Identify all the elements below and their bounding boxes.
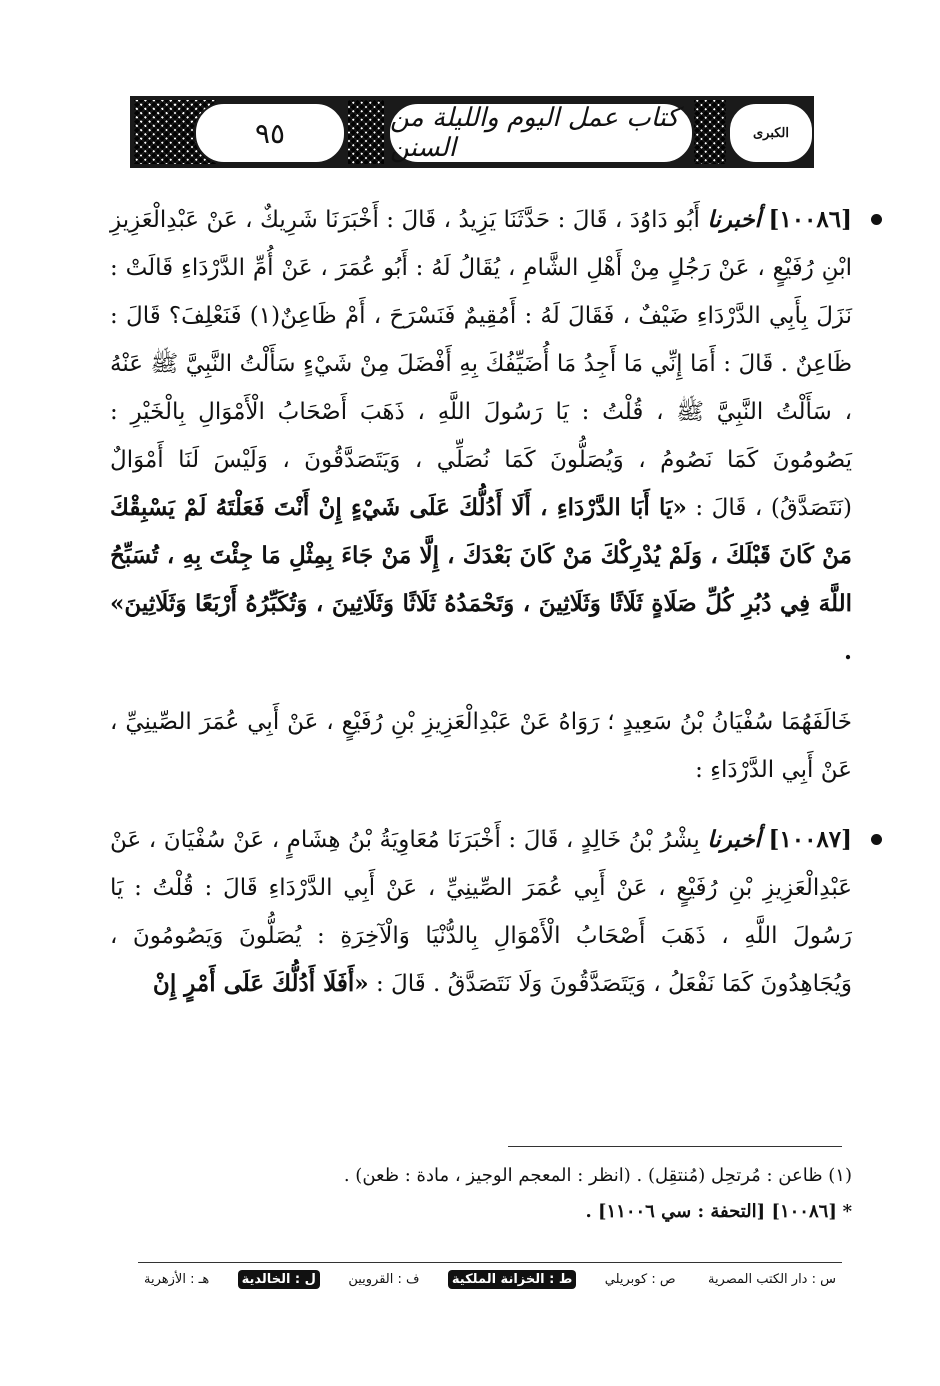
hadith-matn: «أَفَلَا أَدُلُّكَ عَلَى أَمْرٍ إِنْ [152,970,369,997]
source-sad: ص : كوبريلي [604,1272,676,1287]
main-text [110,196,852,1008]
hadith-matn: «يَا أَبَا الدَّرْدَاءِ ، أَلَا أَدُلُّكَ عَلَى شَيْءٍ إِنْ أَنْتَ فَعَلْتَهُ لَمْ يَسْبِقْكَ مَنْ كَانَ قَبْلَكَ ، وَلَمْ يُدْرِكْكَ مَنْ كَانَ بَعْدَكَ ، إِلَّا مَنْ جَاءَ بِمِثْلِ مَا جِئْتَ بِهِ ، تُسَبِّحُ اللَّهَ فِي دُبُرِ كُلِّ صَلَاةٍ ثَلَاثًا وَثَلَاثِينَ ، وَتَحْمَدُهُ ثَلَاثًا وَثَلَاثِينَ ، وَتُكَبِّرُهُ أَرْبَعًا وَثَلَاثِينَ» . [110,494,852,665]
akhbarana-marker: أخبرنا [707,826,761,853]
hadith-number: [١٠٠٨٧] [768,826,853,853]
page-number: ٩٥ [254,116,286,150]
footnote-divider [508,1146,842,1147]
commentary-text: خَالَفَهُمَا سُفْيَانُ بْنُ سَعِيدٍ ؛ رَوَاهُ عَنْ عَبْدِالْعَزِيزِ بْنِ رُفَيْعٍ ، عَنْ أَبِي عُمَرَ الصِّينِيِّ ، عَنْ أَبِي الدَّرْدَاءِ : [110,709,852,783]
footnotes [110,1158,852,1230]
ornament-pattern [348,100,384,164]
book-title-box [388,102,694,164]
isnad-text: بِشْرُ بْنُ خَالِدٍ ، قَالَ : أَخْبَرَنَا مُعَاوِيَةُ بْنُ هِشَامٍ ، عَنْ سُفْيَانَ ، عَنْ عَبْدِالْعَزِيزِ بْنِ رُفَيْعٍ ، عَنْ أَبِي عُمَرَ الصِّينِيِّ ، عَنْ أَبِي الدَّرْدَاءِ قَالَ : قُلْتُ : يَا رَسُولَ اللَّهِ ، ذَهَبَ أَصْحَابُ الْأَمْوَالِ بِالدُّنْيَا وَالْآخِرَةِ : يُصَلُّونَ وَيَصُومُونَ ، وَيُجَاهِدُونَ كَمَا نَفْعَلُ ، وَيَتَصَدَّقُونَ وَلَا نَتَصَدَّقُ . قَالَ : [110,827,852,997]
footnote-2-text: [١٠٠٨٦] [التحفة : سي ١١٠٠٦] . [585,1201,837,1222]
source-l: ل : الخالدية [238,1270,320,1289]
source-t: ط : الخزانة الملكية [448,1270,576,1289]
commentary-paragraph [110,698,852,794]
logo-text: الكبرى [752,125,790,141]
page-number-box [194,102,346,164]
footnote-2 [110,1194,852,1230]
footnote-1: (١) ظاعن : مُرتحِل (مُنتقِل) . (انظر : المعجم الوجيز ، مادة : ظعن) . [343,1165,852,1186]
star-icon: * [842,1201,852,1222]
isnad-text: أَبُو دَاوُدَ ، قَالَ : حَدَّثَنَا يَزِيدُ ، قَالَ : أَخْبَرَنَا شَرِيكٌ ، عَنْ عَبْدِالْعَزِيزِ ابْنِ رُفَيْعٍ ، عَنْ رَجُلٍ مِنْ أَهْلِ الشَّامِ ، يُقَالُ لَهُ : أَبُو عُمَرَ ، عَنْ أُمِّ الدَّرْدَاءِ قَالَتْ : نَزَلَ بِأَبِي الدَّرْدَاءِ ضَيْفٌ ، فَقَالَ لَهُ : أَمُقِيمٌ فَنَسْرَحَ ، أَمْ ظَاعِنٌ(١) فَنَعْلِفَ؟ قَالَ : ظَاعِنٌ . قَالَ : أَمَا إِنِّي مَا أَجِدُ مَا أُضَيِّفُكَ بِهِ أَفْضَلَ مِنْ شَيْءٍ سَأَلْتُ النَّبِيَّ ﷺ عَنْهُ ، سَأَلْتُ النَّبِيَّ ﷺ ، قُلْتُ : يَا رَسُولَ اللَّهِ ، ذَهَبَ أَصْحَابُ الْأَمْوَالِ بِالْخَيْرِ : يَصُومُونَ كَمَا نَصُومُ ، وَيُصَلُّونَ كَمَا نُصَلِّي ، وَيَتَصَدَّقُونَ ، وَلَيْسَ لَنَا أَمْوَالٌ (نَتَصَدَّقُ) ، قَالَ : [110,207,853,521]
manuscript-sources [140,1270,840,1289]
source-h: هـ : الأزهرية [144,1272,210,1287]
hadith-paragraph-10087 [110,816,852,1008]
bullet-icon [871,834,882,845]
source-f: ف : القرويين [348,1272,420,1287]
hadith-number: [١٠٠٨٦] [768,206,853,233]
ornament-pattern [694,100,726,164]
sources-divider [138,1262,842,1263]
page-header [130,96,814,168]
source-s: س : دار الكتب المصرية [707,1272,836,1287]
book-title: كتاب عمل اليوم والليلة من السنن [390,103,679,163]
series-logo [728,102,814,164]
bullet-icon [871,214,882,225]
hadith-paragraph-10086 [110,196,852,676]
akhbarana-marker: أخبرنا [707,206,761,233]
